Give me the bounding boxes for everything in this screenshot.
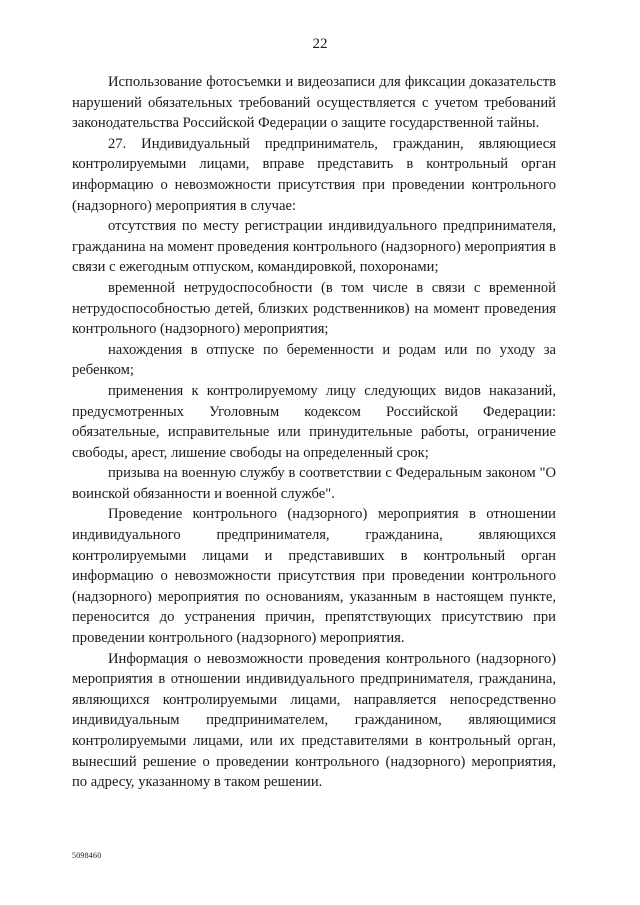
paragraph-maternity: нахождения в отпуске по беременности и родам или по уходу за ребенком;	[72, 341, 556, 379]
paragraph-absence: отсутствия по месту регистрации индивидуального предпринимателя, гражданина на момент проведения контрольного (надзорного) мероприятия в связи с ежегодным отпуском, командировкой, похоронами;	[72, 218, 556, 276]
document-body	[72, 72, 556, 793]
paragraph-disability: временной нетрудоспособности (в том числе в связи с временной нетрудоспособностью детей, близких родственников) на момент проведения контрольного (надзорного) мероприятия;	[72, 279, 556, 338]
paragraph-item-27: 27. Индивидуальный предприниматель, гражданин, являющиеся контролируемыми лицами, вправе представить в контрольный орган информацию о невозможности присутствия при проведении контрольного (надзорного) мероприятия в случае:	[72, 135, 556, 214]
paragraph-postponement: Проведение контрольного (надзорного) мероприятия в отношении индивидуального предпринимателя, гражданина, являющихся контролируемыми лицами и представивших в контрольный орган информацию о невозможности присутствия при проведении контрольного (надзорного) мероприятия по основаниям, указанным в настоящем пункте, переносится до устранения причин, препятствующих присутствию при проведении контрольного (надзорного) мероприятия.	[72, 506, 556, 647]
paragraph-photo-video: Использование фотосъемки и видеозаписи для фиксации доказательств нарушений обязательных требований осуществляется с учетом требований законодательства Российской Федерации о защите государственной тайны.	[72, 74, 556, 132]
page-number: 22	[312, 36, 328, 52]
paragraph-military: призыва на военную службу в соответствии с Федеральным законом "О воинской обязанности и военной службе".	[72, 465, 556, 502]
document-code: 5098460	[72, 851, 102, 860]
paragraph-information: Информация о невозможности проведения контрольного (надзорного) мероприятия в отношении индивидуального предпринимателя, гражданина, являющихся контролируемыми лицами, направляется непосредственно индивидуальным предпринимателем, гражданином, являющимися контролируемыми лицами, или их представителями в контрольный орган, вынесший решение о проведении контрольного (надзорного) мероприятия, по адресу, указанному в таком решении.	[72, 650, 556, 791]
paragraph-punishment: применения к контролируемому лицу следующих видов наказаний, предусмотренных Уголовным кодексом Российской Федерации: обязательные, исправительные или принудительные работы, ограничение свободы, арест, лишение свободы на определенный срок;	[72, 382, 556, 461]
